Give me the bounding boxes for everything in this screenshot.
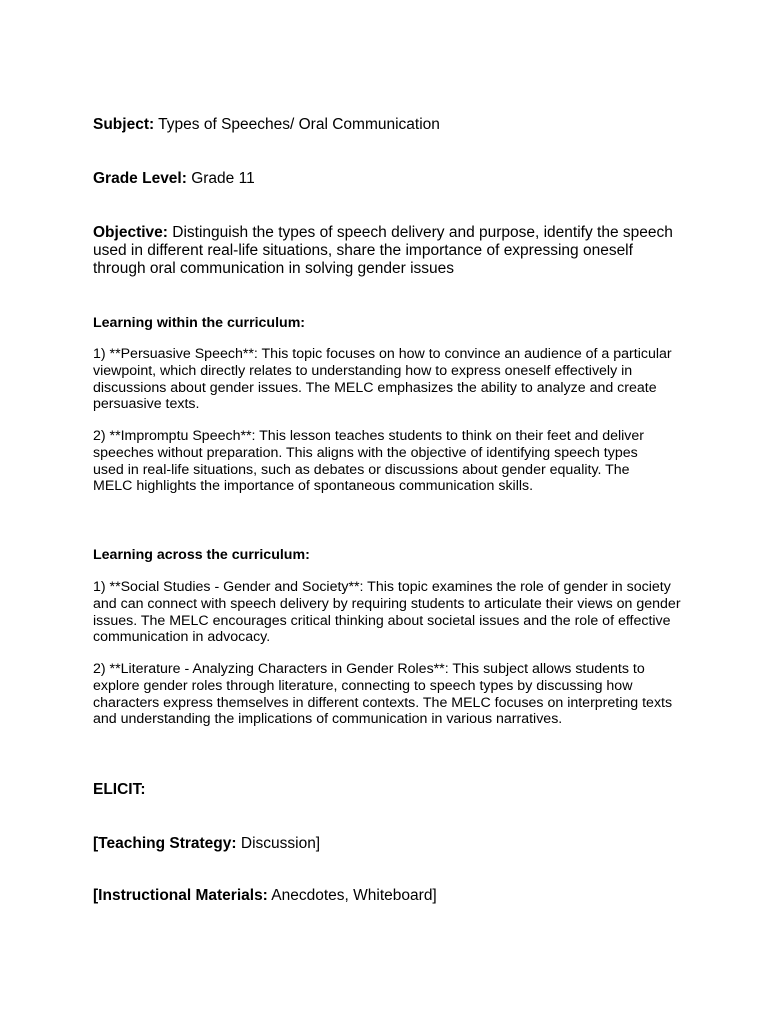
grade-level-label: Grade Level: [93,170,187,187]
within-curriculum-heading: Learning within the curriculum: [93,315,306,331]
subject-line [93,116,683,134]
objective-paragraph [93,224,675,278]
instructional-materials-label: Instructional Materials: [98,887,268,904]
within-item-2: 2) **Impromptu Speech**: This lesson teaches students to think on their feet and deliver speeches without preparation. This aligns with the objective of identifying speech types used in real-life situations, such as debates or discussions about gender equality. The MELC highlights the importance of spontaneous communication skills. [93,428,644,495]
across-item-1: 1) **Social Studies - Gender and Society**: This topic examines the role of gender in society and can connect with speech delivery by requiring students to articulate their views on gender issues. The MELC encourages critical thinking about societal issues and the role of effective communication in advocacy. [93,579,681,646]
objective-label: Objective: [93,224,168,241]
subject-value: Types of Speeches/ Oral Communication [154,116,440,133]
subject-label: Subject: [93,116,155,133]
across-item-2: 2) **Literature - Analyzing Characters in Gender Roles**: This subject allows students to explore gender roles through literature, connecting to speech types by discussing how characters express themselves in different contexts. The MELC focuses on interpreting texts and understanding the implications of communication in various narratives. [93,661,673,728]
grade-level-line [93,170,683,188]
instructional-materials-open-bracket: [ [93,887,99,904]
across-curriculum-heading: Learning across the curriculum: [93,547,310,563]
instructional-materials-line [93,887,683,905]
objective-value: Distinguish the types of speech delivery and purpose, identify the speech used in different real-life situations, share the importance of expressing oneself through oral communication in solving gender issues [93,224,673,277]
teaching-strategy-line [93,835,683,853]
teaching-strategy-value: Discussion] [236,835,321,852]
instructional-materials-value: Anecdotes, Whiteboard] [267,887,437,904]
teaching-strategy-label: Teaching Strategy: [98,835,237,852]
grade-level-value: Grade 11 [186,170,255,187]
teaching-strategy-open-bracket: [ [93,835,99,852]
within-item-1: 1) **Persuasive Speech**: This topic focuses on how to convince an audience of a particular viewpoint, which directly relates to understanding how to express oneself effectively in discussions about gender issues. The MELC emphasizes the ability to analyze and create persuasive texts. [93,346,672,413]
elicit-heading: ELICIT: [93,781,146,798]
